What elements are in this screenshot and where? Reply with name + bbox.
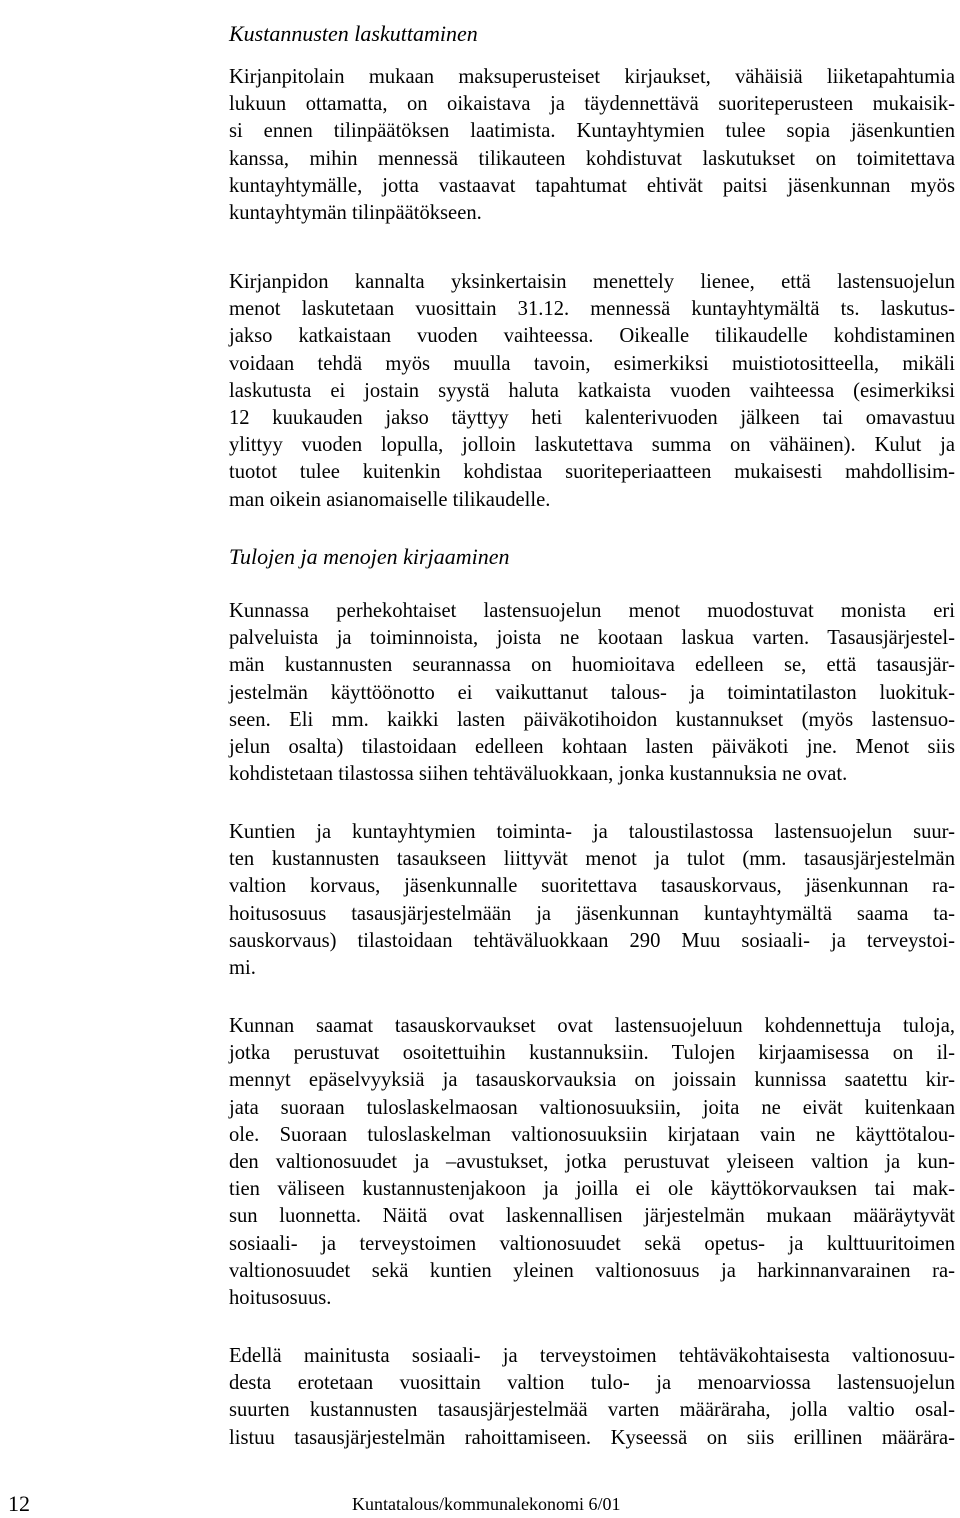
text-line: menot laskutetaan vuosittain 31.12. mennessä kuntayhtymältä ts. laskutus-: [229, 298, 955, 321]
text-line: sosiaali- ja terveystoimen valtionosuudet sekä opetus- ja kulttuuritoimen: [229, 1232, 955, 1255]
text-line: hoitusosuus tasausjärjestelmään ja jäsenkunnan kuntayhtymältä saama ta-: [229, 902, 955, 925]
text-line: kuntayhtymälle, jotta vastaavat tapahtumat ehtivät paitsi jäsenkunnan myös: [229, 174, 955, 197]
text-line: laskutusta ei jostain syystä haluta katkaista vuoden vaihteessa (esimerkiksi: [229, 379, 955, 402]
section-heading-tulojen-ja-menojen-kirjaaminen: Tulojen ja menojen kirjaaminen: [229, 544, 510, 569]
text-line: Kunnan saamat tasauskorvaukset ovat lastensuojeluun kohdennettuja tuloja,: [229, 1015, 955, 1037]
text-line: Kunnassa perhekohtaiset lastensuojelun menot muodostuvat monista eri: [229, 600, 955, 622]
text-line: valtion korvaus, jäsenkunnalle suoritettava tasauskorvaus, jäsenkunnan ra-: [229, 875, 955, 898]
paragraph-2: [229, 269, 955, 514]
text-line: kanssa, mihin mennessä tilikauteen kohdistuvat laskutukset on toimitettava: [229, 147, 955, 170]
text-line: voidaan tehdä myös muulla tavoin, esimerkiksi muistiotositteella, mikäli: [229, 352, 955, 375]
page-number: 12: [8, 1491, 30, 1516]
text-line: desta erotetaan vuosittain valtion tulo- ja menoarviossa lastensuojelun: [229, 1372, 955, 1395]
text-line: ole. Suoraan tuloslaskelman valtionosuuksiin kirjataan vain ne käyttötalou-: [229, 1123, 955, 1146]
text-line: tien väliseen kustannustenjakoon ja joilla ei ole käyttökorvauksen tai mak-: [229, 1178, 955, 1201]
text-line: seen. Eli mm. kaikki lasten päiväkotihoidon kustannukset (myös lastensuo-: [229, 708, 955, 731]
text-line: si ennen tilinpäätöksen laatimista. Kuntayhtymien tulee sopia jäsenkuntien: [229, 120, 955, 143]
text-line: Kuntien ja kuntayhtymien toiminta- ja taloustilastossa lastensuojelun suur-: [229, 821, 955, 843]
text-line: man oikein asianomaiselle tilikaudelle.: [229, 488, 551, 511]
text-line: jelun osalta) tilastoidaan edelleen kohtaan lasten päiväkoti jne. Menot siis: [229, 736, 955, 759]
text-line: män kustannusten seurannassa on huomioitava edelleen se, että tasausjär-: [229, 654, 955, 677]
text-line: jakso katkaistaan vuoden vaihteessa. Oikealle tilikaudelle kohdistaminen: [229, 325, 955, 348]
text-line: sauskorvaus) tilastoidaan tehtäväluokkaan 290 Muu sosiaali- ja terveystoi-: [229, 929, 955, 952]
paragraph-6: [229, 1343, 955, 1452]
text-line: jata suoraan tuloslaskelmaosan valtionosuuksiin, joita ne eivät kuitenkaan: [229, 1096, 955, 1119]
text-line: Kirjanpidon kannalta yksinkertaisin menettely lienee, että lastensuojelun: [229, 271, 955, 293]
paragraph-3: [229, 598, 955, 788]
text-line: kohdistetaan tilastossa siihen tehtäväluokkaan, jonka kustannuksia ne ovat.: [229, 763, 848, 786]
text-line: palveluista ja toiminnoista, joista ne kootaan laskua varten. Tasausjärjestel-: [229, 627, 955, 650]
text-line: jotka perustuvat osoitettuihin kustannuksiin. Tulojen kirjaamisessa on il-: [229, 1042, 955, 1065]
text-line: Edellä mainitusta sosiaali- ja terveystoimen tehtäväkohtaisesta valtionosuu-: [229, 1345, 955, 1367]
text-line: sun luonnetta. Näitä ovat laskennallisen järjestelmän mukaan määräytyvät: [229, 1205, 955, 1228]
paragraph-5: [229, 1013, 955, 1312]
section-heading-kustannusten-laskuttaminen: Kustannusten laskuttaminen: [229, 21, 478, 46]
text-line: valtionosuudet sekä kuntien yleinen valtionosuus ja harkinnanvarainen ra-: [229, 1259, 955, 1282]
text-line: suurten kustannusten tasausjärjestelmää varten määräraha, jolla valtio osal-: [229, 1399, 955, 1422]
text-line: mi.: [229, 957, 256, 980]
text-line: ylittyy vuoden lopulla, jolloin laskutettava summa on vähäinen). Kulut ja: [229, 434, 955, 457]
text-line: hoitusosuus.: [229, 1287, 332, 1310]
text-line: ten kustannusten tasaukseen liittyvät menot ja tulot (mm. tasausjärjestelmän: [229, 848, 955, 871]
paragraph-4: [229, 819, 955, 982]
text-line: listuu tasausjärjestelmän rahoittamiseen. Kyseessä on siis erillinen määrära-: [229, 1426, 955, 1449]
text-line: jestelmän käyttöönotto ei vaikuttanut talous- ja toimintatilaston luokituk-: [229, 681, 955, 704]
text-line: den valtionosuudet ja –avustukset, jotka perustuvat yleiseen valtion ja kun-: [229, 1151, 955, 1174]
text-line: mennyt epäselvyyksiä ja tasauskorvauksia on joissain kunnissa saatettu kir-: [229, 1069, 955, 1092]
text-line: lukuun ottamatta, on oikaistava ja täydennettävä suoriteperusteen mukaisik-: [229, 93, 955, 116]
text-line: 12 kuukauden jakso täyttyy heti kalenterivuoden jälkeen tai omavastuu: [229, 407, 955, 430]
text-line: tuotot tulee kuitenkin kohdistaa suoriteperiaatteen mukaisesti mahdollisim-: [229, 461, 955, 484]
footer-publication-title: Kuntatalous/kommunalekonomi 6/01: [352, 1494, 621, 1514]
text-line: Kirjanpitolain mukaan maksuperusteiset kirjaukset, vähäisiä liiketapahtumia: [229, 66, 955, 88]
paragraph-1: [229, 64, 955, 227]
text-line: kuntayhtymän tilinpäätökseen.: [229, 202, 482, 225]
